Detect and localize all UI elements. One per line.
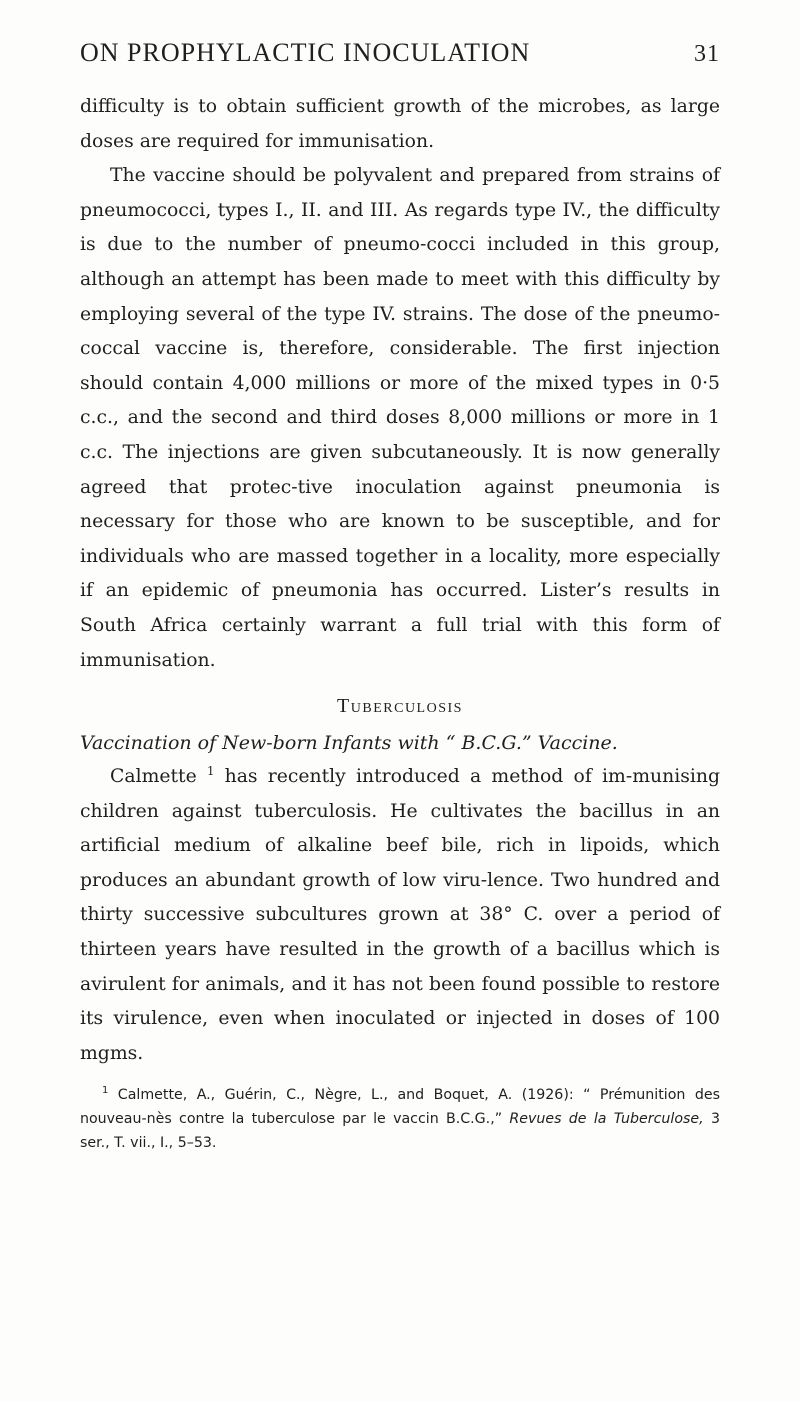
paragraph-continuation: difficulty is to obtain sufficient growth of the microbes, as large doses are required for immunisation.: [80, 96, 720, 152]
footnote-details: 3 ser., T. vii., I., 5–53.: [80, 1111, 721, 1152]
footnote: [80, 1083, 720, 1155]
subheading-bcg-vaccination: Vaccination of New-born Infants with “ B.C.G.” Vaccine.: [80, 732, 618, 755]
calmette-name: Calmette: [110, 766, 197, 788]
footnote-authors: Calmette, A., Guérin, C., Nègre, L., and Boquet, A. (1926):: [117, 1087, 574, 1104]
running-head: [80, 38, 720, 82]
page-number: 31: [694, 41, 720, 67]
paragraph-calmette: [80, 760, 720, 1071]
running-head-title: ON PROPHYLACTIC INOCULATION: [80, 38, 531, 67]
paragraph-pneumonia-vaccine: The vaccine should be polyvalent and prepared from strains of pneumococci, types I., II. and III. As regards type IV., the difficulty is due to the number of pneumo-cocci included in this group, although an attempt has been made to meet with this difficulty by employing several of the type IV. strains. The dose of the pneumo-coccal vaccine is, therefore, considerable. The first injection should contain 4,000 millions or more of the mixed types in 0·5 c.c., and the second and third doses 8,000 millions or more in 1 c.c. The injections are given subcutaneously. It is now generally agreed that protec-tive inoculation against pneumonia is necessary for those who are known to be susceptible, and for individuals who are massed together in a locality, more especially if an epidemic of pneumonia has occurred. Lister’s results in South Africa certainly warrant a full trial with this form of immunisation.: [80, 165, 720, 671]
book-page: [80, 38, 720, 1170]
paragraph-calmette-body: has recently introduced a method of im-munising children against tuberculosis. He cultivates the bacillus in an artificial medium of alkaline beef bile, rich in lipoids, which produces an abundant growth of low viru-lence. Two hundred and thirty successive subcultures grown at 38° C. over a period of thirteen years have resulted in the growth of a bacillus which is avirulent for animals, and it has not been found possible to restore its virulence, even when inoculated or injected in doses of 100 mgms.: [80, 766, 720, 1064]
section-heading-tuberculosis: Tuberculosis: [337, 695, 463, 718]
footnote-marker: 1: [102, 1085, 109, 1097]
footnote-title: “ Prémunition des nouveau-nès contre la tuberculose par le vaccin B.C.G.,”: [80, 1087, 720, 1128]
footnote-journal: Revues de la Tuberculose,: [509, 1111, 704, 1128]
footnote-reference: 1: [206, 764, 215, 779]
